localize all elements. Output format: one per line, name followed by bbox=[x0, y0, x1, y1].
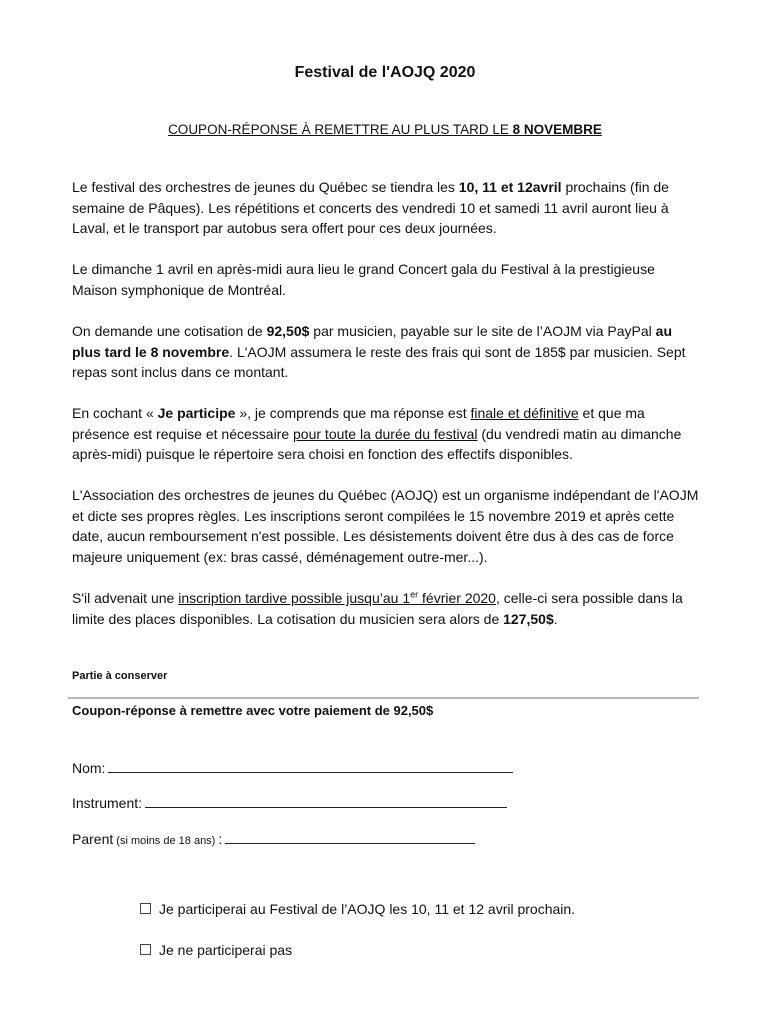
document-subtitle bbox=[0, 122, 770, 137]
p4-text-a: En cochant « bbox=[72, 405, 158, 421]
p1-text-a: Le festival des orchestres de jeunes du Québec se tiendra les bbox=[72, 179, 459, 195]
p4-text-e: et que ma présence est requise et nécessaire bbox=[72, 405, 645, 442]
p4-full-duration: pour toute la durée du festival bbox=[293, 425, 478, 442]
p6-text-a: S'il advenait une bbox=[72, 590, 179, 606]
parent-blank-line[interactable] bbox=[225, 829, 475, 844]
not-participate-label: Je ne participerai pas bbox=[159, 942, 293, 958]
p4-text-g: (du vendredi matin au dimanche après-midi) puisque le répertoire sera choisi en fonction des effectifs disponibles. bbox=[72, 425, 682, 462]
p6-late-registration bbox=[178, 590, 496, 606]
p1-text-c: prochains (fin de semaine de Pâques). Les répétitions et concerts des vendredi 10 et samedi 11 avril auront lieu à Laval, et le transport par autobus sera offert pour ces deux journées. bbox=[72, 179, 669, 236]
subtitle-text: COUPON-RÉPONSE À REMETTRE AU PLUS TARD LE bbox=[168, 122, 513, 137]
paragraph-commitment bbox=[72, 403, 702, 465]
p1-dates: 10, 11 et 12avril bbox=[458, 179, 562, 195]
parent-label: Parent bbox=[72, 831, 114, 847]
p6-late-text: inscription tardive possible jusqu’au 1 bbox=[178, 590, 411, 606]
coupon-heading: Coupon-réponse à remettre avec votre paiement de 92,50$ bbox=[72, 703, 434, 718]
instrument-blank-line[interactable] bbox=[145, 793, 507, 808]
document-title: Festival de l'AOJQ 2020 bbox=[294, 64, 476, 81]
paragraph-gala-concert: Le dimanche 1 avril en après-midi aura lieu le grand Concert gala du Festival à la prestigieuse Maison symphonique de Montréal. bbox=[72, 261, 655, 298]
option-not-participate[interactable] bbox=[140, 942, 292, 958]
p3-fee-amount: 92,50$ bbox=[266, 323, 310, 339]
paragraph-fee bbox=[72, 321, 702, 383]
instrument-field[interactable] bbox=[72, 793, 507, 811]
keep-section-label: Partie à conserver bbox=[72, 670, 168, 682]
instrument-label: Instrument: bbox=[72, 795, 143, 811]
parent-age-note: (si moins de 18 ans) bbox=[113, 835, 219, 847]
p4-final-definitive: finale et définitive bbox=[470, 405, 579, 421]
name-field[interactable] bbox=[72, 758, 513, 776]
parent-colon: : bbox=[218, 831, 223, 847]
p4-je-participe: Je participe bbox=[157, 405, 236, 421]
paragraph-festival-dates bbox=[72, 177, 702, 239]
participate-label: Je participerai au Festival de l’AOJQ les 10, 11 et 12 avril prochain. bbox=[159, 901, 576, 917]
parent-field[interactable] bbox=[72, 829, 475, 847]
name-blank-line[interactable] bbox=[108, 758, 513, 773]
paragraph-late-registration bbox=[72, 588, 702, 629]
not-participate-checkbox[interactable] bbox=[140, 944, 151, 955]
paragraph-association: L'Association des orchestres de jeunes du Québec (AOJQ) est un organisme indépendant de l'AOJM et dicte ses propres règles. Les inscriptions seront compilées le 15 novembre 2019 et après cette date, aucun remboursement n'est possible. Les désistements doivent être dus à des cas de force majeure uniquement (ex: bras cassé, déménagement outre-mer...). bbox=[72, 487, 699, 565]
p6-text-f: . bbox=[553, 610, 558, 627]
p3-deadline: au plus tard le 8 novembre bbox=[72, 323, 673, 360]
p6-text-d: , celle-ci sera possible dans la limite des places disponibles. La cotisation du musicien sera alors de bbox=[72, 590, 683, 627]
p6-late-fee: 127,50$ bbox=[503, 610, 554, 627]
option-participate[interactable] bbox=[140, 901, 575, 917]
participate-checkbox[interactable] bbox=[140, 903, 151, 914]
p3-text-e: . L'AOJM assumera le reste des frais qui sont de 185$ par musicien. Sept repas sont inclus dans ce montant. bbox=[72, 343, 686, 380]
p6-superscript: er bbox=[410, 589, 419, 600]
subtitle-deadline: 8 NOVEMBRE bbox=[512, 122, 602, 137]
p3-text-c: par musicien, payable sur le site de l’AOJM via PayPal bbox=[309, 323, 656, 339]
section-divider bbox=[68, 697, 699, 699]
p4-text-c: », je comprends que ma réponse est bbox=[235, 405, 471, 421]
name-label: Nom: bbox=[72, 760, 106, 776]
p3-text-a: On demande une cotisation de bbox=[72, 323, 267, 339]
p6-late-date: février 2020 bbox=[418, 590, 496, 606]
